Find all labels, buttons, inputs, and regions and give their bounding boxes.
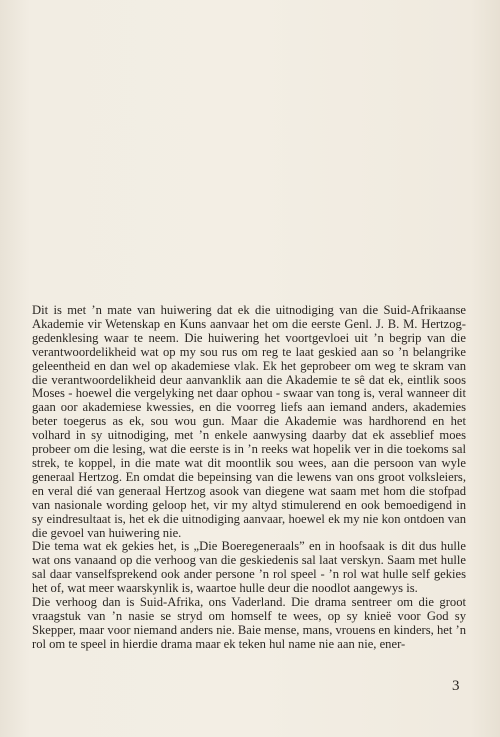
paragraph-2: Die tema wat ek gekies het, is „Die Boeregeneraals” en in hoofsaak is dit dus hulle wat ons vanaand op die verhoog van die geskiedenis sal laat verskyn. Saam met hulle sal daar vanselfsprekend ook ander persone ’n rol speel - ’n rol wat hulle self gekies het of, wat meer waarskynlik is, waartoe hulle deur die noodlot aangewys is. [32,539,466,596]
page-number: 3 [452,678,460,694]
paragraph-3: Die verhoog dan is Suid-Afrika, ons Vaderland. Die drama sentreer om die groot vraagstuk van ’n nasie se stryd om homself te wees, op sy knieë voor God sy Skepper, maar voor niemand anders nie. Baie mense, mans, vrouens en kinders, het ’n rol om te speel in hierdie drama maar ek teken hul name nie aan nie, ener- [32,595,466,651]
paragraph-1: Dit is met ’n mate van huiwering dat ek die uitnodiging van die Suid-Afrikaanse Akademie vir Wetenskap en Kuns aanvaar het om die eerste Genl. J. B. M. Hertzog-gedenklesing waar te neem. Die huiwering het voortgevloei uit ’n begrip van die verantwoordelikheid wat op my sou rus om reg te laat geskied aan so ’n belangrike geleentheid en dan wel op akademiese vlak. Ek het geprobeer om weg te skram van die verantwoordelikheid deur aanvanklik aan die Akademie te sê dat ek, eintlik soos Moses - hoewel die vergelyking net daar ophou - swaar van tong is, veral wanneer dit gaan oor akademiese kwessies, en die voorreg liefs aan iemand anders, akademies beter toegerus as ek, sou wou gun. Maar die Akademie was hardhorend en het volhard in sy uitnodiging, met ’n enkele aanwysing daarby dat ek asseblief moes probeer om die lesing, wat die eerste is in ’n reeks wat hopelik ver in die toekoms sal strek, te koppel, in die mate wat dit moontlik sou wees, aan die persoon van wyle generaal Hertzog. En omdat die bepeinsing van die lewens van ons groot volksleiers, en veral dié van generaal Hertzog asook van diegene wat saam met hom die stofpad van nasionale wording geloop het, vir my altyd stimulerend en ook bemoedigend in sy eindresultaat is, het ek die uitnodiging aanvaar, hoewel ek my nie kon ontdoen van die gevoel van huiwering nie. [32,303,466,540]
body-text [32,304,466,652]
